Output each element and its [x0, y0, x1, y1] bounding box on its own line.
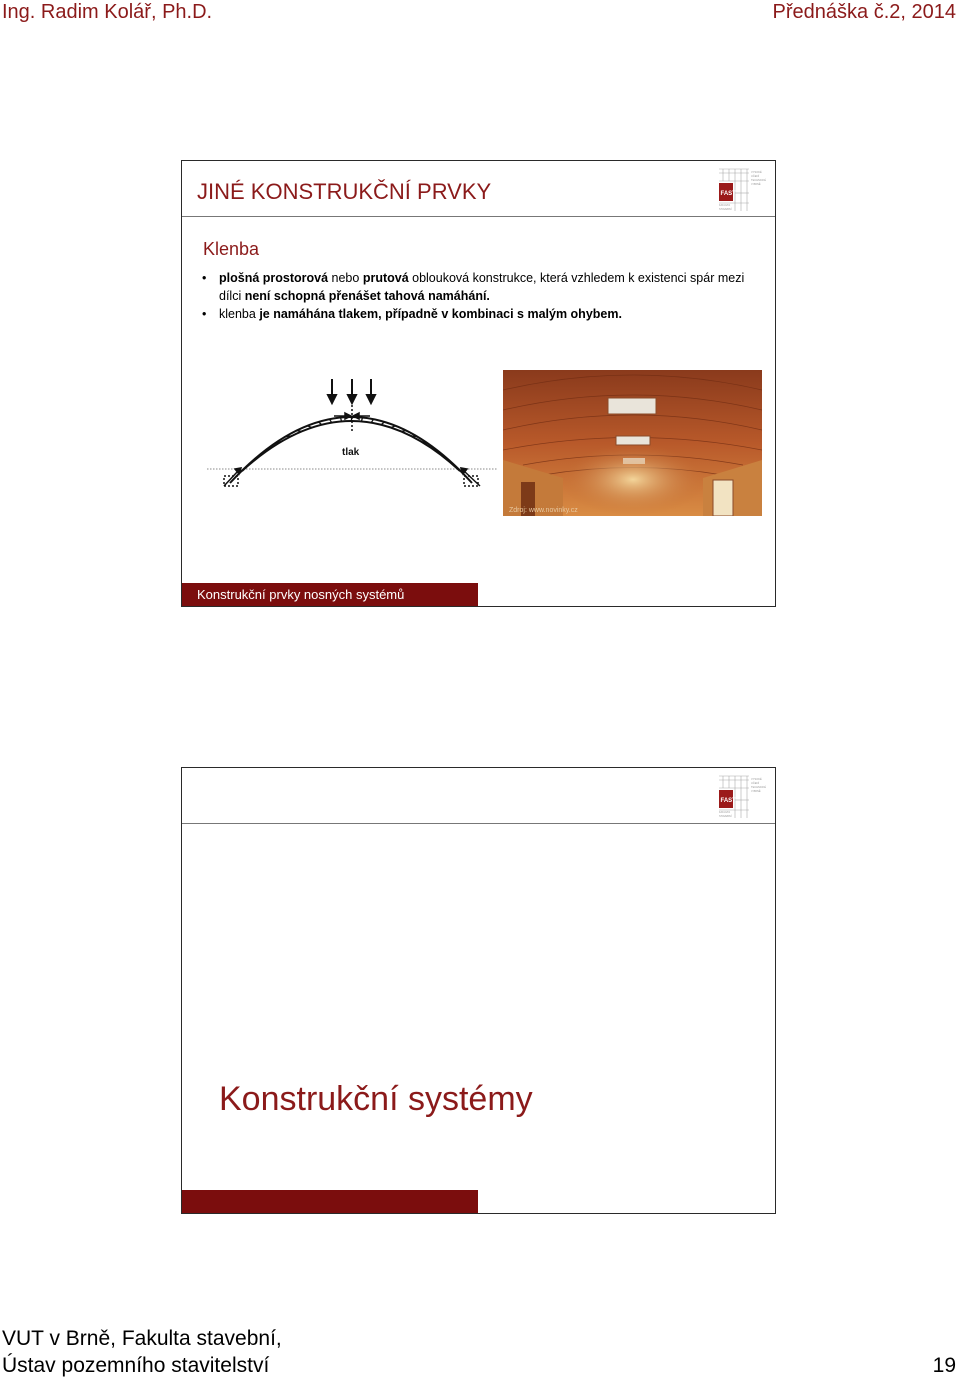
bullet-bold: není schopná přenášet tahová namáhání. — [244, 289, 490, 303]
svg-text:FAST: FAST — [720, 798, 736, 804]
arch-joint — [450, 462, 461, 471]
bullet-text: klenba — [219, 307, 260, 321]
arch-joint — [391, 426, 395, 428]
bullet-list — [202, 269, 762, 323]
svg-text:V BRNĚ: V BRNĚ — [751, 790, 761, 793]
bullet-text: nebo — [328, 271, 363, 285]
svg-text:STAVEBNÍ: STAVEBNÍ — [719, 815, 732, 818]
arch-joint — [296, 431, 301, 432]
arch-joint — [285, 436, 292, 437]
svg-text:UČENÍ: UČENÍ — [751, 175, 760, 178]
vault-photo-image — [503, 370, 762, 516]
slide-1-footer-bar: Konstrukční prvky nosných systémů — [182, 583, 478, 607]
svg-text:UČENÍ: UČENÍ — [751, 782, 760, 785]
header-rule — [182, 216, 775, 217]
arch-joint — [252, 454, 262, 461]
svg-text:TECHNICKÉ: TECHNICKÉ — [751, 786, 766, 789]
slide-2 — [181, 767, 776, 1214]
vault-photo — [503, 370, 762, 516]
fast-logo-icon — [717, 774, 773, 818]
arch-joint — [440, 454, 450, 461]
fast-logo-icon — [717, 167, 773, 211]
photo-credit: Zdroj: www.novinky.cz — [509, 507, 578, 514]
slide-2-footer-bar — [182, 1190, 478, 1214]
header-rule — [182, 823, 775, 824]
load-arrows — [328, 379, 375, 403]
svg-text:FAKULTA: FAKULTA — [719, 811, 731, 814]
svg-text:FAST: FAST — [720, 191, 736, 197]
arch-joint — [241, 462, 252, 471]
footer-department: Ústav pozemního stavitelství — [2, 1354, 270, 1377]
arch-diagram — [202, 371, 502, 496]
svg-text:FAKULTA: FAKULTA — [719, 204, 731, 207]
slide-1-footer-line — [478, 606, 775, 607]
footer-institution: VUT v Brně, Fakulta stavební, — [2, 1327, 282, 1350]
bullet-item — [202, 269, 762, 305]
svg-text:V BRNĚ: V BRNĚ — [751, 183, 761, 186]
bullet-text: oblouková konstrukce, která vzhledem k existenci spár mezi dílci — [219, 271, 745, 303]
header-lecture: Přednáška č.2, 2014 — [772, 1, 956, 23]
slide-1-title: JINÉ KONSTRUKČNÍ PRVKY — [197, 179, 492, 204]
arch-joint — [307, 426, 311, 428]
slide-2-title: Konstrukční systémy — [219, 1080, 533, 1118]
svg-text:VYSOKÉ: VYSOKÉ — [751, 778, 762, 781]
bullet-bold: prutová — [362, 271, 409, 285]
slide-1 — [181, 160, 776, 607]
header-author: Ing. Radim Kolář, Ph.D. — [2, 1, 213, 23]
slide-2-footer-line — [478, 1213, 775, 1214]
arch-joint — [411, 436, 418, 437]
svg-text:STAVEBNÍ: STAVEBNÍ — [719, 208, 732, 211]
svg-text:VYSOKÉ: VYSOKÉ — [751, 171, 762, 174]
arch-joint — [401, 431, 406, 432]
svg-text:TECHNICKÉ: TECHNICKÉ — [751, 179, 766, 182]
diagram-label-tlak: tlak — [342, 447, 360, 458]
bullet-bold: plošná prostorová — [219, 271, 329, 285]
bullet-bold: je namáhána tlakem, případně v kombinaci s malým ohybem. — [259, 307, 622, 321]
slide-1-subheading: Klenba — [203, 239, 260, 259]
bullet-item — [202, 305, 762, 323]
page-number: 19 — [932, 1354, 956, 1377]
